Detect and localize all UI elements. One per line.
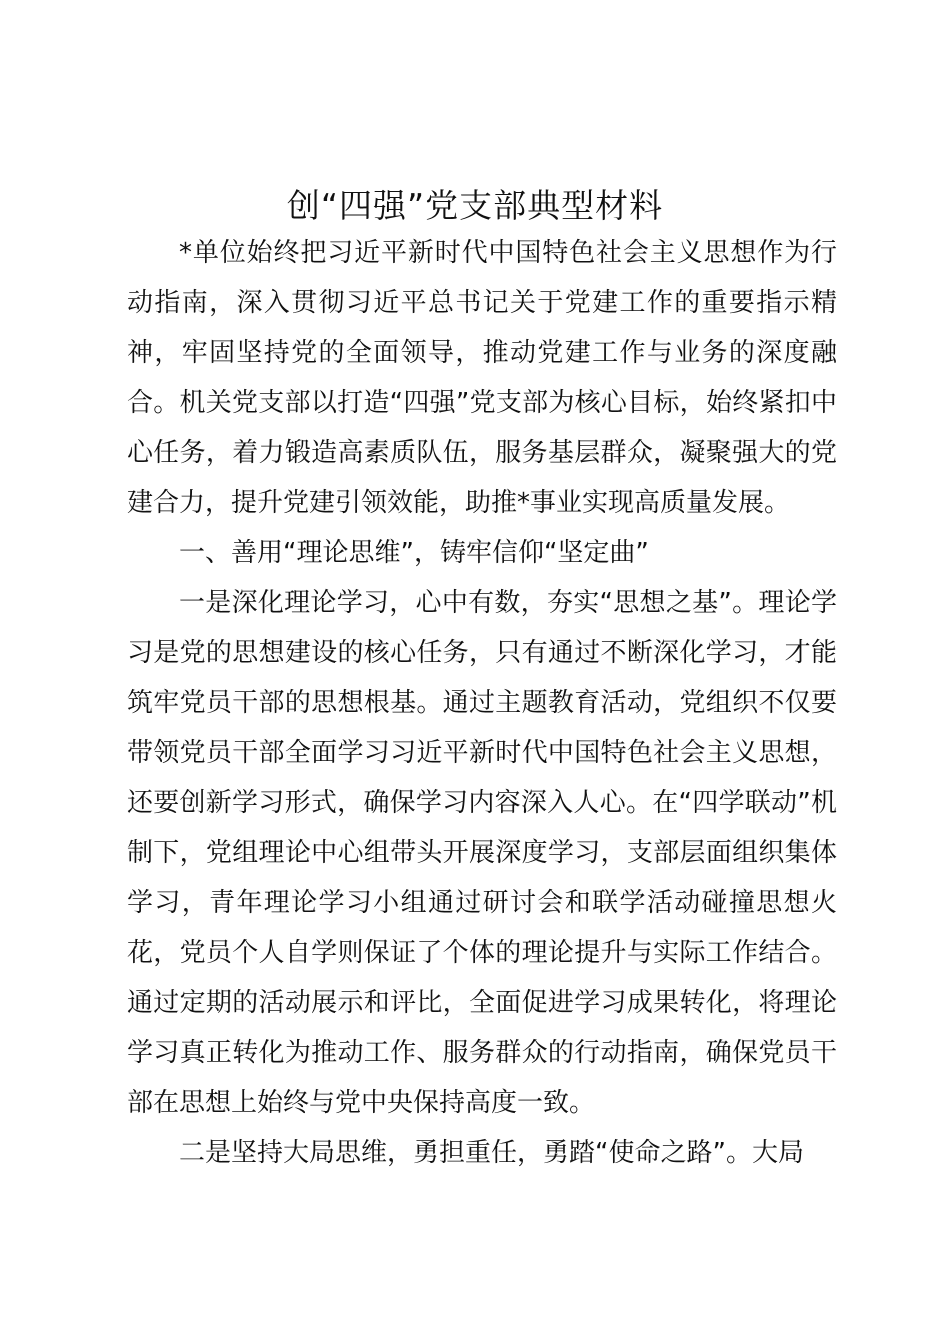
body-paragraph: 二是坚持大局思维，勇担重任，勇踏“使命之路”。大局 xyxy=(179,1138,804,1168)
document-title: 创“四强”党支部典型材料 xyxy=(286,186,664,225)
body-paragraph: 一是深化理论学习，心中有数，夯实“思想之基”。理论学习是党的思想建设的核心任务，只有通过不断深化学习，才能筑牢党员干部的思想根基。通过主题教育活动，党组织不仅要带领党员干部全面学习习近平新时代中国特色社会主义思想，还要创新学习形式，确保学习内容深入人心。在“四学联动”机制下，党组理论中心组带头开展深度学习，支部层面组织集体学习，青年理论学习小组通过研讨会和联学活动碰撞思想火花，党员个人自学则保证了个体的理论提升与实际工作结合。通过定期的活动展示和评比，全面促进学习成果转化，将理论学习真正转化为推动工作、服务群众的行动指南，确保党员干部在思想上始终与党中央保持高度一致。 xyxy=(127,588,837,1118)
document-body xyxy=(127,228,837,1178)
intro-paragraph: *单位始终把习近平新时代中国特色社会主义思想作为行动指南，深入贯彻习近平总书记关于党建工作的重要指示精神，牢固坚持党的全面领导，推动党建工作与业务的深度融合。机关党支部以打造“四强”党支部为核心目标，始终紧扣中心任务，着力锻造高素质队伍，服务基层群众，凝聚强大的党建合力，提升党建引领效能，助推*事业实现高质量发展。 xyxy=(127,238,837,518)
section-heading-1: 一、善用“理论思维”，铸牢信仰“坚定曲” xyxy=(179,538,649,568)
